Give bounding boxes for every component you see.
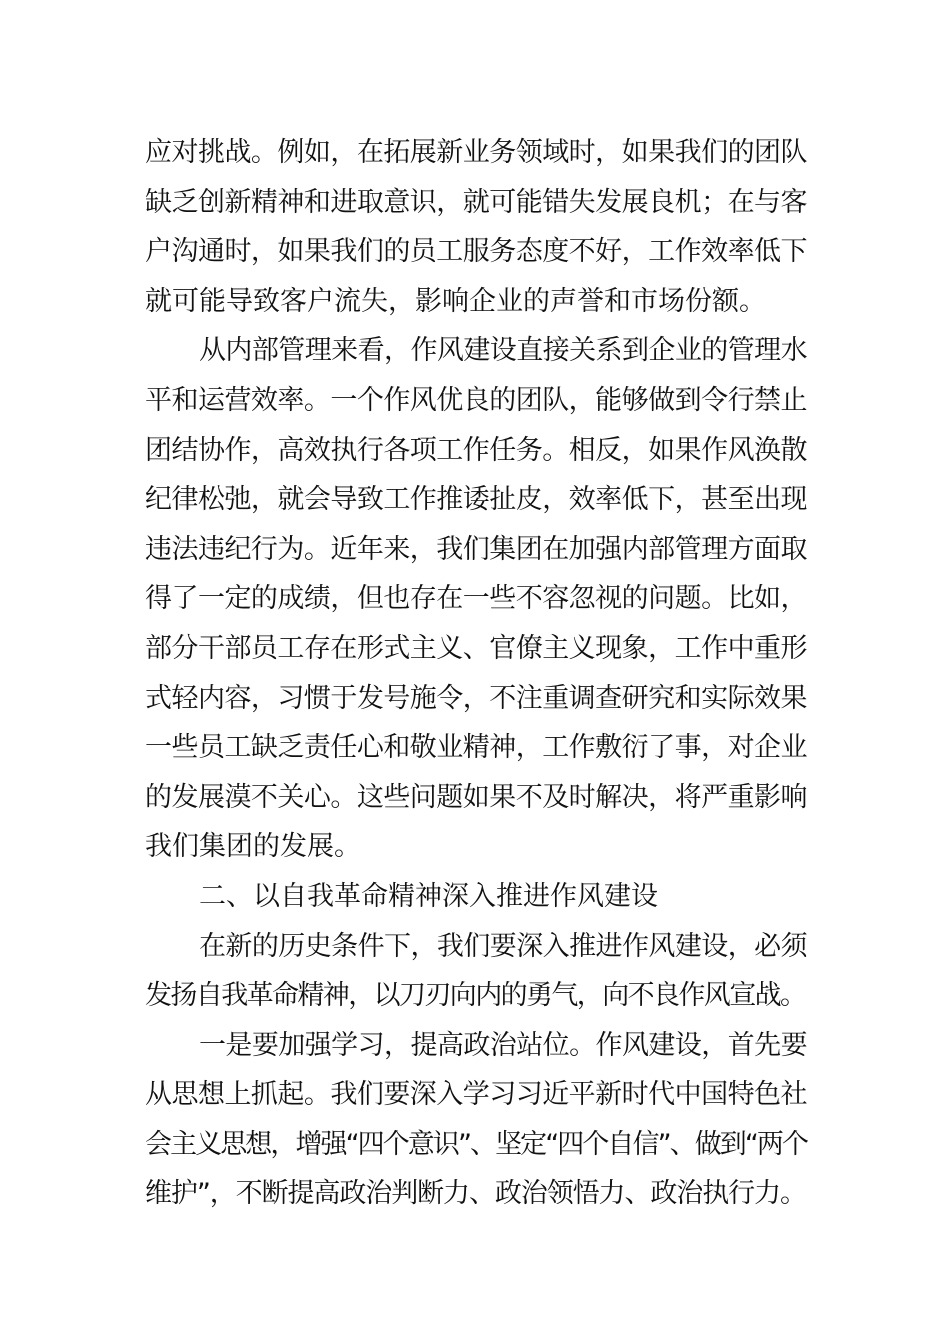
text-line: 我们集团的发展。 bbox=[145, 831, 361, 863]
text-line: 得了一定的成绩，但也存在一些不容忽视的问题。比如， bbox=[145, 583, 807, 615]
text-line: 应对挑战。例如，在拓展新业务领域时，如果我们的团队 bbox=[145, 137, 807, 168]
text-line: 纪律松弛，就会导致工作推诿扯皮，效率低下，甚至出现 bbox=[145, 484, 807, 516]
text-line: 一些员工缺乏责任心和敬业精神，工作敷衍了事，对企业 bbox=[145, 732, 807, 764]
text-line: 会主义思想，增强“四个意识”、坚定“四个自信”、做到“两个 bbox=[145, 1128, 807, 1160]
text-line: 户沟通时，如果我们的员工服务态度不好，工作效率低下 bbox=[145, 236, 807, 268]
text-line: 平和运营效率。一个作风优良的团队，能够做到令行禁止 bbox=[145, 384, 807, 416]
paragraph-first-line: 一是要加强学习，提高政治站位。作风建设，首先要 bbox=[199, 1029, 807, 1061]
text-line: 违法违纪行为。近年来，我们集团在加强内部管理方面取 bbox=[145, 533, 807, 565]
text-line: 就可能导致客户流失，影响企业的声誉和市场份额。 bbox=[145, 285, 766, 317]
text-line: 式轻内容，习惯于发号施令，不注重调查研究和实际效果 bbox=[145, 682, 807, 714]
text-line: 团结协作，高效执行各项工作任务。相反，如果作风涣散 bbox=[145, 434, 807, 466]
text-line: 部分干部员工存在形式主义、官僚主义现象，工作中重形 bbox=[145, 632, 807, 664]
document-body bbox=[145, 128, 807, 1219]
paragraph-first-line: 在新的历史条件下，我们要深入推进作风建设，必须 bbox=[199, 930, 807, 962]
text-line: 的发展漠不关心。这些问题如果不及时解决，将严重影响 bbox=[145, 781, 807, 813]
text-line: 缺乏创新精神和进取意识，就可能错失发展良机；在与客 bbox=[145, 186, 807, 218]
section-heading: 二、以自我革命精神深入推进作风建设 bbox=[199, 880, 658, 912]
text-line: 维护”，不断提高政治判断力、政治领悟力、政治执行力。 bbox=[145, 1178, 806, 1210]
text-line: 发扬自我革命精神，以刀刃向内的勇气，向不良作风宣战。 bbox=[145, 980, 806, 1012]
paragraph-first-line: 从内部管理来看，作风建设直接关系到企业的管理水 bbox=[199, 335, 807, 367]
text-line: 从思想上抓起。我们要深入学习习近平新时代中国特色社 bbox=[145, 1079, 807, 1111]
